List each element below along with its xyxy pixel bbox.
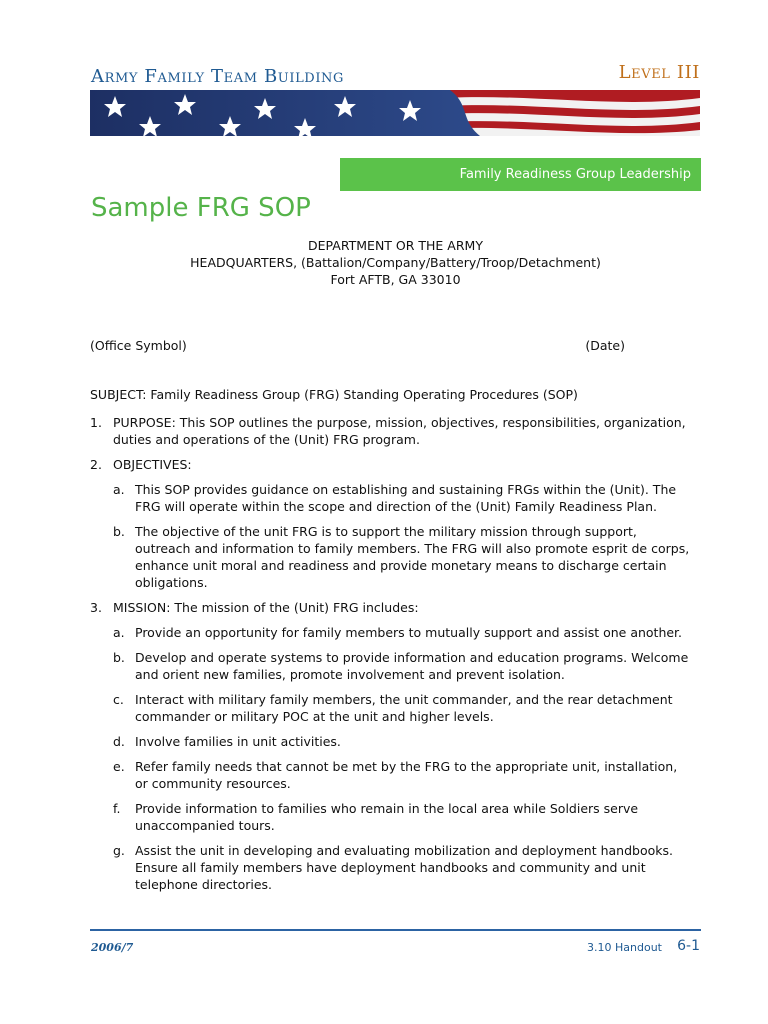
- letterhead-line-2: HEADQUARTERS, (Battalion/Company/Battery/Troop/Detachment): [190, 255, 601, 270]
- section-number: 3.: [90, 600, 102, 615]
- item-text: Provide an opportunity for family members to mutually support and assist one another.: [135, 625, 683, 640]
- item-letter: g.: [113, 843, 125, 858]
- office-symbol: (Office Symbol): [90, 338, 187, 353]
- header-level: Level III: [618, 62, 700, 83]
- list-item: [90, 691, 690, 725]
- page-number: 6-1: [677, 938, 700, 954]
- date-field: (Date): [585, 338, 625, 353]
- item-text: The objective of the unit FRG is to support the military mission through support, outreach and information to family members. The FRG will also promote esprit de corps, enhance unit moral and readiness and provide monetary means to discharge certain obligations.: [135, 524, 690, 590]
- item-letter: f.: [113, 801, 121, 816]
- section-banner: Family Readiness Group Leadership: [340, 158, 701, 191]
- item-text: Assist the unit in developing and evaluating mobilization and deployment handbooks. Ensure all family members have deployment handbooks and community and unit telephone directories.: [135, 843, 673, 892]
- item-letter: b.: [113, 524, 125, 539]
- list-item: [90, 649, 690, 683]
- list-item: [90, 800, 690, 834]
- footer-divider: [90, 929, 701, 931]
- item-text: Interact with military family members, the unit commander, and the rear detachment commander or military POC at the unit and higher levels.: [135, 692, 673, 724]
- section-number: 2.: [90, 457, 102, 472]
- section-text: MISSION: The mission of the (Unit) FRG includes:: [113, 600, 419, 615]
- item-letter: a.: [113, 625, 125, 640]
- item-text: Refer family needs that cannot be met by the FRG to the appropriate unit, installation, or community resources.: [135, 759, 678, 791]
- list-item: [90, 523, 690, 591]
- letterhead-line-1: DEPARTMENT OR THE ARMY: [308, 238, 483, 253]
- item-text: Provide information to families who remain in the local area while Soldiers serve unaccompanied tours.: [135, 801, 639, 833]
- list-item: [90, 758, 690, 792]
- footer-year: 2006/7: [91, 941, 134, 954]
- section-number: 1.: [90, 415, 102, 430]
- item-text: Involve families in unit activities.: [135, 734, 341, 749]
- subject-line: SUBJECT: Family Readiness Group (FRG) Standing Operating Procedures (SOP): [90, 387, 578, 402]
- sop-sections: [90, 414, 690, 893]
- item-letter: b.: [113, 650, 125, 665]
- item-text: Develop and operate systems to provide information and education programs. Welcome and orient new families, promote involvement and prevent isolation.: [135, 650, 689, 682]
- american-flag-banner-image: [90, 90, 700, 136]
- item-letter: e.: [113, 759, 125, 774]
- section-mission: [90, 599, 690, 616]
- item-letter: d.: [113, 734, 125, 749]
- list-item: [90, 733, 690, 750]
- list-item: [90, 842, 690, 893]
- section-text: PURPOSE: This SOP outlines the purpose, mission, objectives, responsibilities, organization, duties and operations of the (Unit) FRG program.: [113, 415, 686, 447]
- document-title: Sample FRG SOP: [91, 193, 311, 223]
- item-letter: c.: [113, 692, 124, 707]
- section-text: OBJECTIVES:: [113, 457, 192, 472]
- section-purpose: [90, 414, 690, 448]
- item-text: This SOP provides guidance on establishing and sustaining FRGs within the (Unit). The FRG will operate within the scope and direction of the (Unit) Family Readiness Plan.: [135, 482, 677, 514]
- footer-handout-label: 3.10 Handout: [587, 941, 662, 954]
- list-item: [90, 624, 690, 641]
- section-objectives: [90, 456, 690, 473]
- list-item: [90, 481, 690, 515]
- header-title: Army Family Team Building: [91, 66, 345, 87]
- letterhead-line-3: Fort AFTB, GA 33010: [330, 272, 461, 287]
- item-letter: a.: [113, 482, 125, 497]
